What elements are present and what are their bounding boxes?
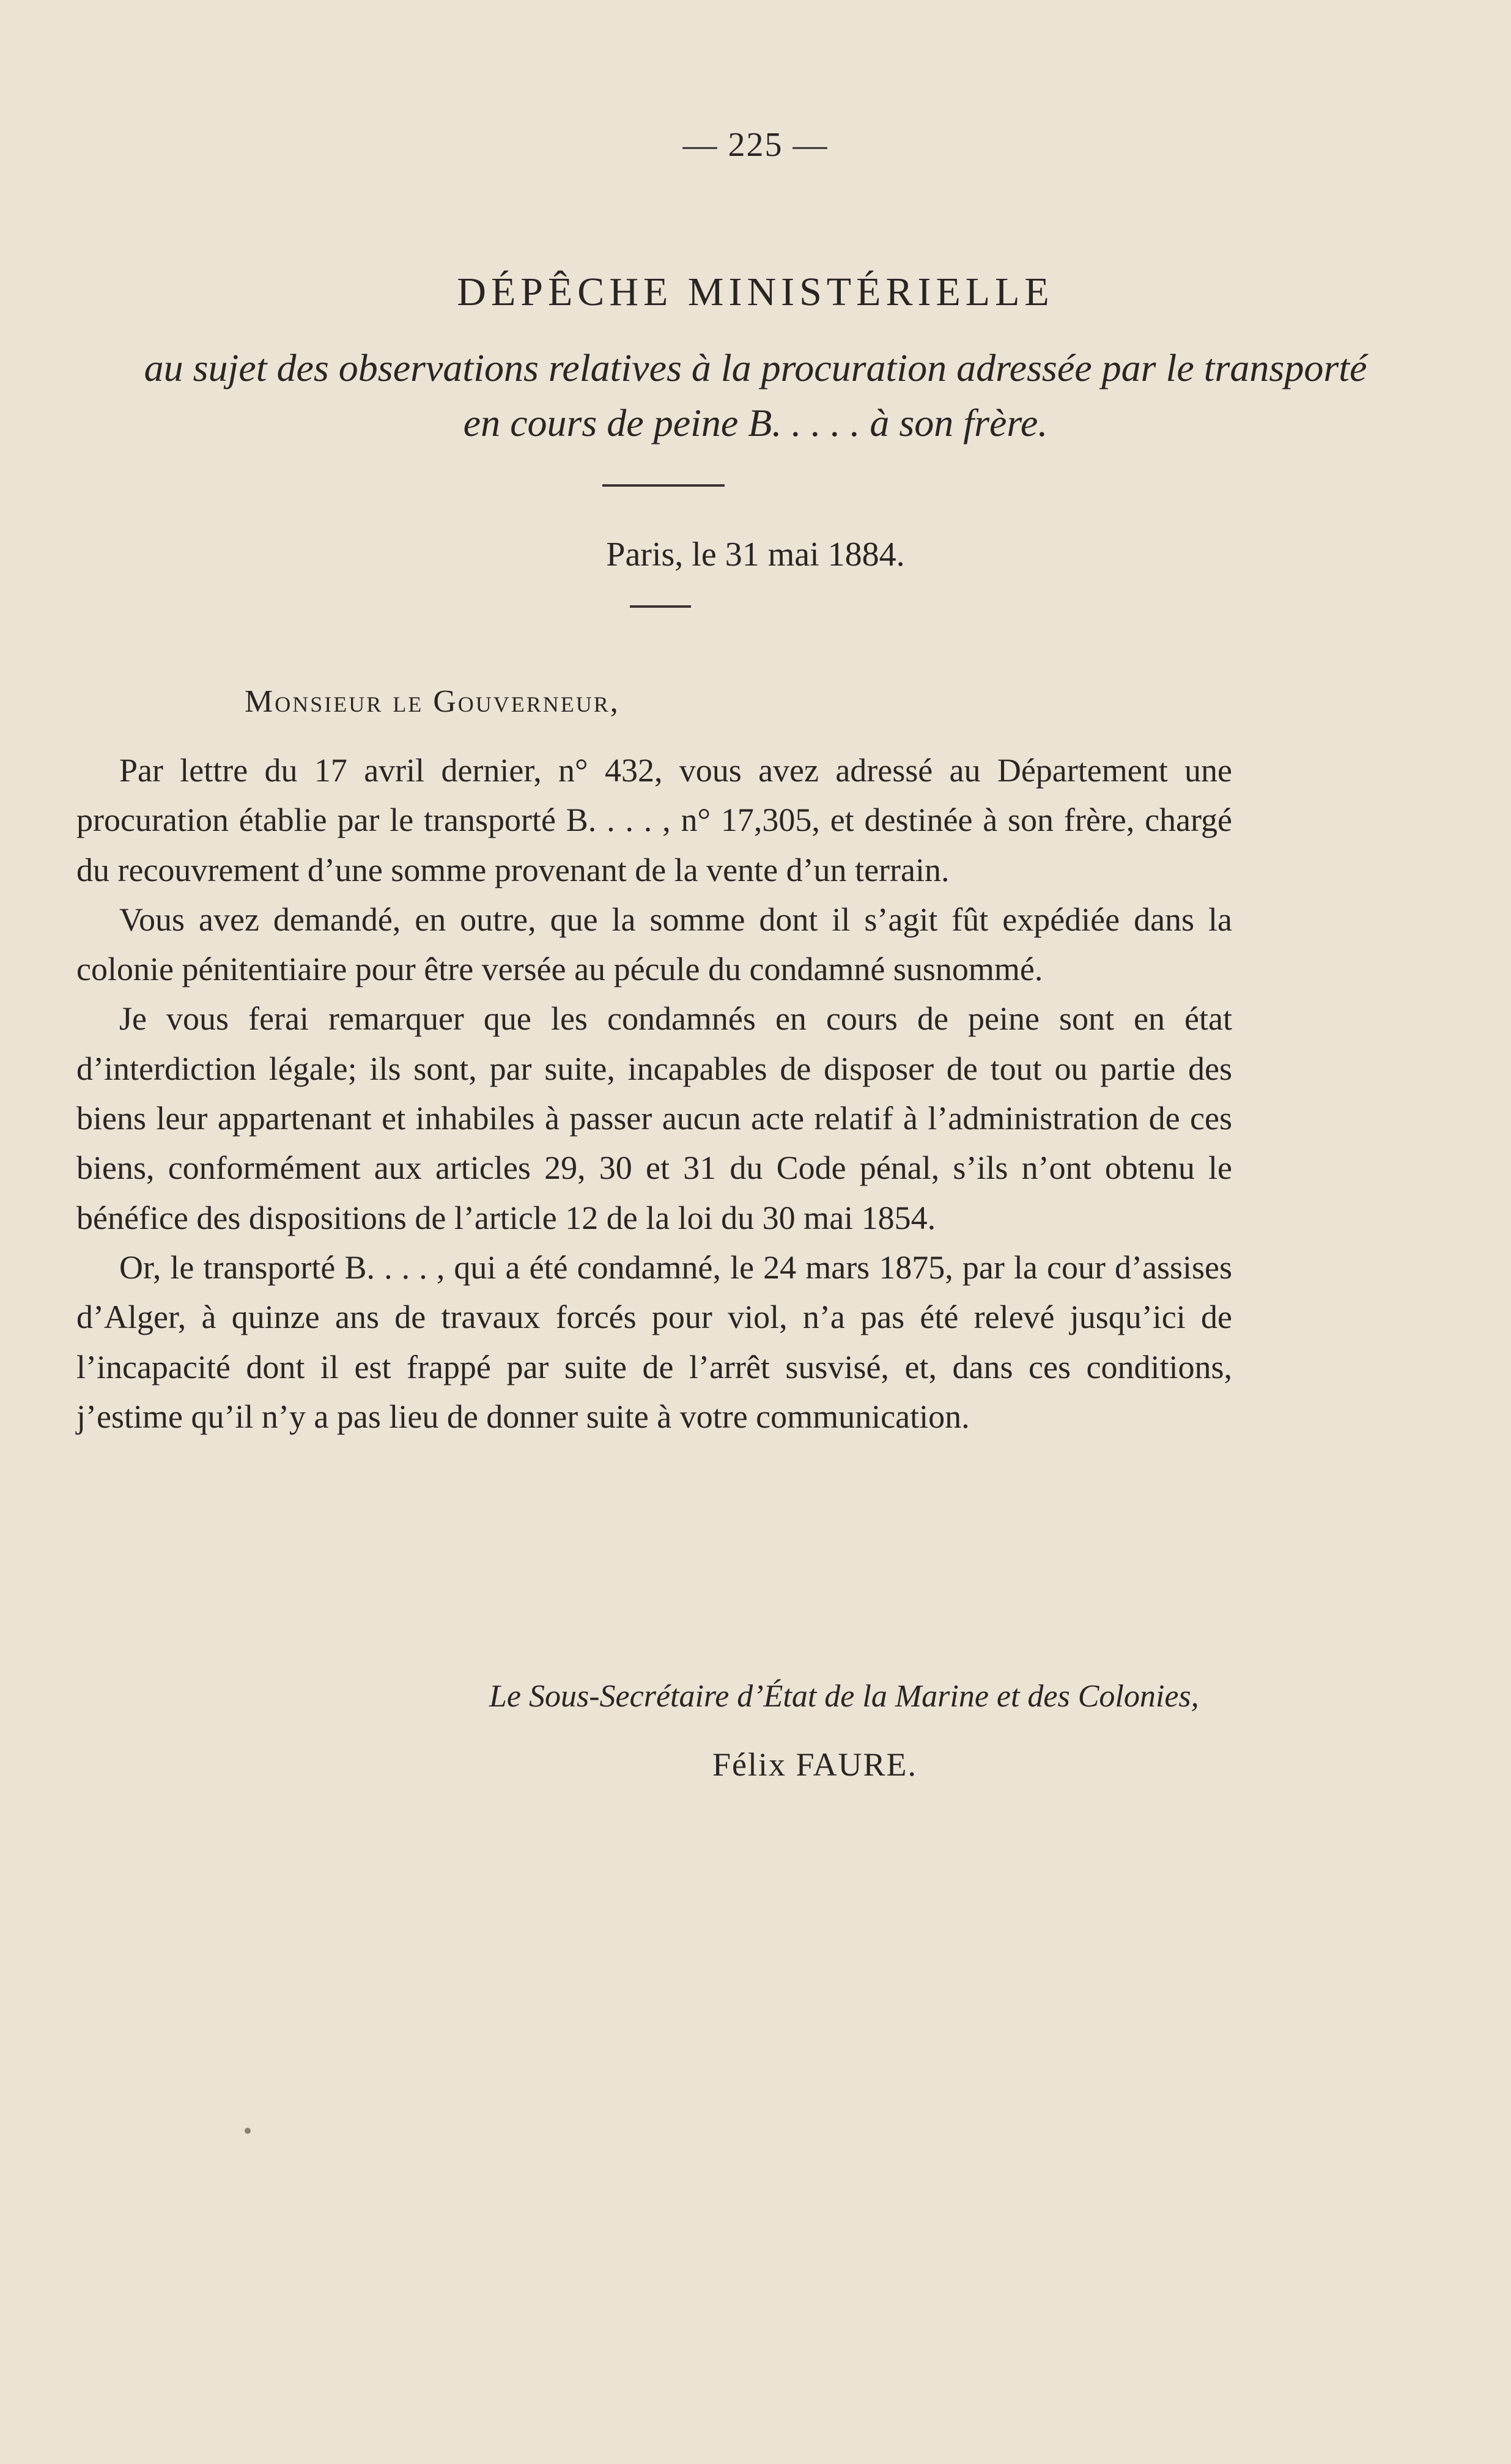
signature-name: Félix FAURE. xyxy=(712,1746,918,1783)
paragraph: Par lettre du 17 avril dernier, n° 432, vous avez adressé au Département une procuration établie par le transporté B. . . . , n° 17,305, et destinée à son frère, chargé du recouvrement d’une somme provenant de la vente d’un terrain. xyxy=(76,752,1232,888)
dateline: Paris, le 31 mai 1884. xyxy=(606,536,905,574)
separator-rule xyxy=(602,484,725,487)
document-title: DÉPÊCHE MINISTÉRIELLE xyxy=(457,270,1054,314)
paragraph: Vous avez demandé, en outre, que la somme dont il s’agit fût expédiée dans la colonie pénitentiaire pour être versée au pécule du condamné susnommé. xyxy=(76,901,1232,988)
subtitle-line-1: au sujet des observations relatives à la procuration adressée par le transporté xyxy=(144,346,1367,389)
page-number: — 225 — xyxy=(682,126,829,164)
paragraph: Je vous ferai remarquer que les condamnés en cours de peine sont en état d’interdiction légale; ils sont, par suite, incapables de disposer de tout ou partie des biens leur appartenant et inhabiles à passer aucun acte relatif à l’administration de ces biens, conformément aux articles 29, 30 et 31 du Code pénal, s’ils n’ont obtenu le bénéfice des dispositions de l’article 12 de la loi du 30 mai 1854. xyxy=(76,1000,1232,1236)
paper-stain xyxy=(245,2128,251,2134)
separator-rule-short xyxy=(630,605,691,608)
paragraph: Or, le transporté B. . . . , qui a été condamné, le 24 mars 1875, par la cour d’assises d’Alger, à quinze ans de travaux forcés pour viol, n’a pas été relevé jusqu’ici de l’incapacité dont il est frappé par suite de l’arrêt susvisé, et, dans ces conditions, j’estime qu’il n’y a pas lieu de donner suite à votre communication. xyxy=(76,1249,1232,1435)
subtitle-line-2: en cours de peine B. . . . . à son frère. xyxy=(463,401,1048,444)
letter-body xyxy=(76,746,1232,1442)
salutation: Monsieur le Gouverneur, xyxy=(245,684,620,719)
signature-title: Le Sous-Secrétaire d’État de la Marine et des Colonies, xyxy=(489,1679,1199,1714)
